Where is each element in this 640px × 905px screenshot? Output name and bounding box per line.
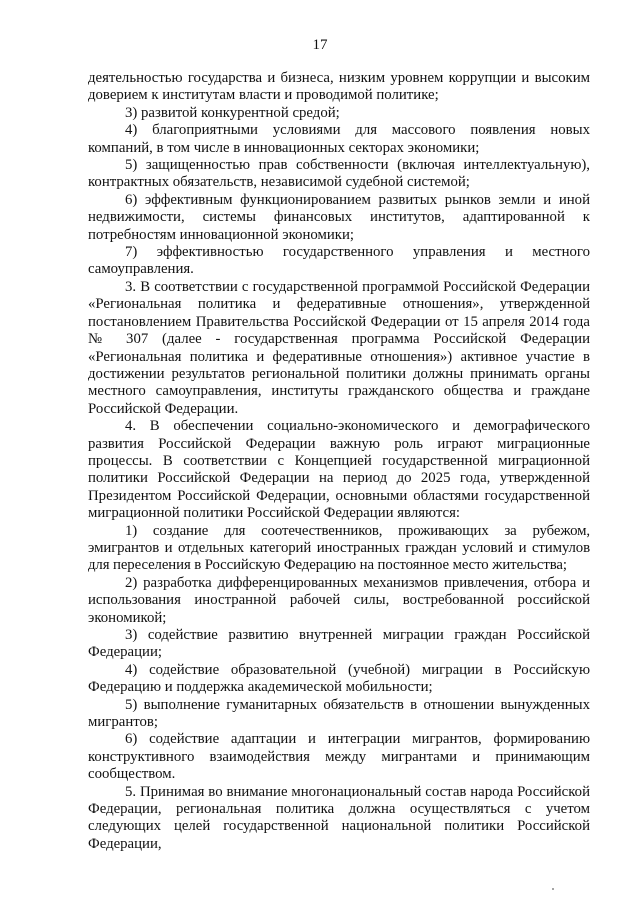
page-number: 17 [312, 37, 328, 53]
migration-item-1: 1) создание для соотечественников, проживающих за рубежом, эмигрантов и отдельных категорий иностранных граждан условий и стимулов для переселения в Российскую Федерацию на постоянное место жительства; [88, 522, 590, 574]
list-item-3: 3) развитой конкурентной средой; [125, 104, 340, 121]
list-item-7: 7) эффективностью государственного управления и местного самоуправления. [88, 244, 590, 278]
section-5-paragraph: 5. Принимая во внимание многонациональный состав народа Российской Федерации, региональная политика должна осуществляться с учетом следующих целей государственной национальной политики Российской Федерации, [88, 783, 590, 852]
section-4-paragraph: 4. В обеспечении социально-экономического и демографического развития Российской Федерации важную роль играют миграционные процессы. В соответствии с Концепцией государственной миграционной политики Российской Федерации на период до 2025 года, утвержденной Президентом Российской Федерации, основными областями государственной миграционной политики Российской Федерации являются: [88, 418, 590, 522]
migration-item-5: 5) выполнение гуманитарных обязательств в отношении вынужденных мигрантов; [88, 696, 590, 731]
migration-item-2: 2) разработка дифференцированных механизмов привлечения, отбора и использования иностранной рабочей силы, востребованной российской экономикой; [88, 574, 590, 626]
migration-item-4: 4) содействие образовательной (учебной) миграции в Российскую Федерацию и поддержка академической мобильности; [88, 661, 590, 696]
migration-item-6: 6) содействие адаптации и интеграции мигрантов, формированию конструктивного взаимодействия между мигрантами и принимающим сообществом. [88, 731, 590, 783]
migration-item-3: 3) содействие развитию внутренней миграции граждан Российской Федерации; [88, 627, 590, 661]
paragraph-continuation: деятельностью государства и бизнеса, низким уровнем коррупции и высоким доверием к институтам власти и проводимой политике; [88, 70, 590, 104]
list-item-6: 6) эффективным функционированием развитых рынков земли и иной недвижимости, системы финансовых институтов, адаптированной к потребностям инновационной экономики; [88, 191, 590, 243]
section-3-paragraph: 3. В соответствии с государственной программой Российской Федерации «Региональная политика и федеративные отношения», утвержденной постановлением Правительства Российской Федерации от 15 апреля 2014 года № 307 (далее - государственная программа Российской Федерации «Региональная политика и федеративные отношения») активное участие в достижении результатов региональной политики должны принимать органы местного самоуправления, институты гражданского общества и граждане Российской Федерации. [88, 278, 590, 417]
list-item-4: 4) благоприятными условиями для массового появления новых компаний, в том числе в инновационных секторах экономики; [88, 122, 590, 156]
document-body [88, 70, 590, 853]
list-item-5: 5) защищенностью прав собственности (включая интеллектуальную), контрактных обязательств, независимой судебной системой; [88, 157, 590, 191]
scan-dot [552, 888, 554, 890]
